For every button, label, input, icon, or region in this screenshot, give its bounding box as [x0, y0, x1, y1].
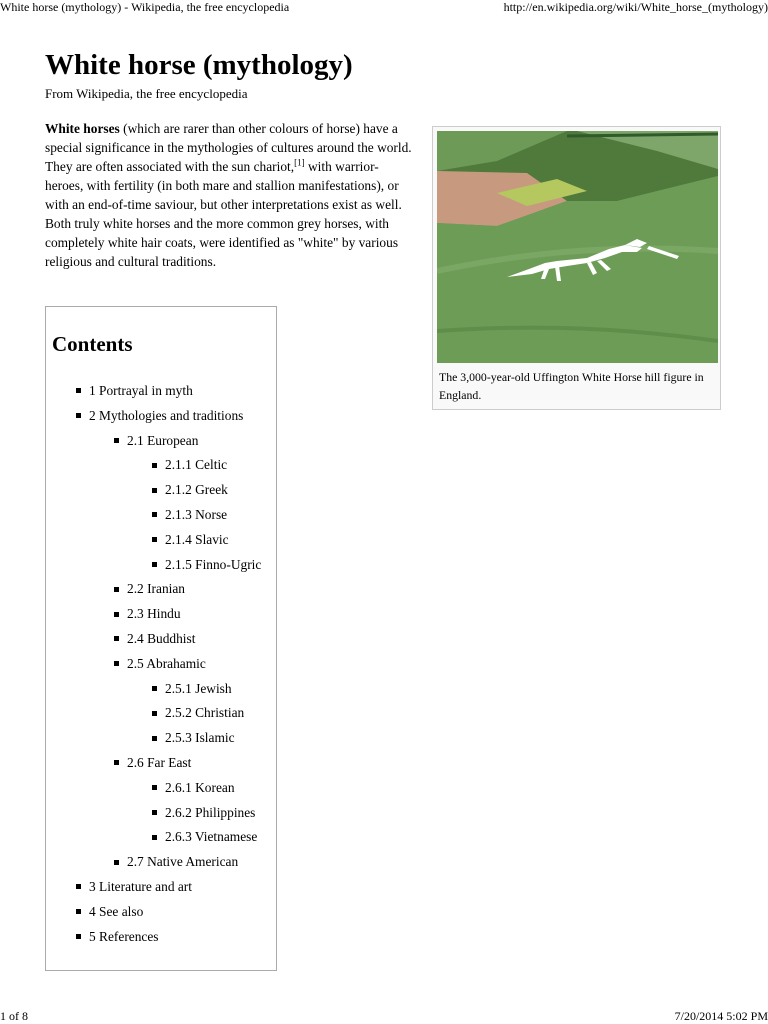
bullet-icon [152, 512, 157, 517]
toc-item[interactable] [114, 431, 198, 450]
article-title: White horse (mythology) [45, 49, 353, 81]
toc-title: Contents [52, 332, 133, 356]
toc-item[interactable] [152, 827, 257, 846]
bullet-icon [152, 537, 157, 542]
intro-bold-term: White horses [45, 121, 120, 136]
toc-item-label[interactable]: 2.4 Buddhist [127, 631, 196, 646]
toc-item[interactable] [152, 703, 244, 722]
bullet-icon [114, 612, 119, 617]
bullet-icon [152, 736, 157, 741]
page-url[interactable]: http://en.wikipedia.org/wiki/White_horse_(mythology) [503, 0, 768, 14]
image-thumbnail [432, 126, 721, 410]
toc-item-label[interactable]: 2 Mythologies and traditions [89, 407, 244, 423]
toc-item[interactable] [152, 555, 261, 574]
toc-item[interactable] [76, 381, 193, 400]
bullet-icon [76, 934, 81, 939]
toc-item[interactable] [152, 679, 232, 698]
bullet-icon [152, 810, 157, 815]
toc-item-label[interactable]: 2.1.5 Finno-Ugric [165, 556, 262, 572]
toc-item[interactable] [152, 530, 229, 549]
toc-item[interactable] [152, 728, 235, 747]
bullet-icon [114, 860, 119, 865]
bullet-icon [114, 587, 119, 592]
intro-paragraph [45, 119, 413, 271]
table-of-contents [45, 306, 277, 971]
bullet-icon [114, 636, 119, 641]
bullet-icon [114, 438, 119, 443]
toc-item[interactable] [114, 852, 238, 871]
toc-item[interactable] [152, 505, 227, 524]
toc-item[interactable] [114, 654, 206, 673]
toc-item-label[interactable]: 2.6.2 Philippines [165, 804, 256, 820]
toc-item-label[interactable]: 2.5.2 Christian [165, 705, 245, 721]
intro-text-1: (which are rarer than other colours of horse) have a special significance in the mythologies of cultures around the world. They are often associated with the sun chariot, [45, 121, 412, 174]
toc-item[interactable] [114, 753, 191, 772]
article-subtitle: From Wikipedia, the free encyclopedia [45, 86, 248, 101]
browser-page-title: White horse (mythology) - Wikipedia, the free encyclopedia [0, 0, 290, 14]
toc-item[interactable] [152, 455, 227, 474]
toc-item-label[interactable]: 2.1.4 Slavic [165, 531, 229, 547]
toc-item[interactable] [114, 629, 195, 648]
toc-item[interactable] [152, 480, 228, 499]
toc-item-label[interactable]: 2.1.2 Greek [165, 482, 228, 498]
bullet-icon [76, 909, 81, 914]
print-datetime: 7/20/2014 5:02 PM [674, 1009, 768, 1023]
toc-item-label[interactable]: 2.2 Iranian [127, 581, 186, 597]
toc-item-label[interactable]: 2.5.3 Islamic [165, 730, 235, 746]
toc-item-label[interactable]: 2.6.1 Korean [165, 779, 235, 795]
toc-item-label[interactable]: 2.5.1 Jewish [165, 680, 232, 696]
toc-item-label[interactable]: 2.3 Hindu [127, 606, 181, 622]
bullet-icon [152, 488, 157, 493]
toc-item[interactable] [114, 604, 181, 623]
toc-item-label[interactable]: 3 Literature and art [89, 879, 192, 894]
toc-item[interactable] [76, 927, 159, 946]
bullet-icon [76, 884, 81, 889]
toc-item-label[interactable]: 2.7 Native American [127, 854, 239, 870]
toc-item-label[interactable]: 2.1 European [127, 432, 199, 448]
bullet-icon [114, 661, 119, 666]
bullet-icon [114, 760, 119, 765]
toc-item-label[interactable]: 5 References [89, 928, 159, 944]
bullet-icon [152, 835, 157, 840]
bullet-icon [76, 413, 81, 418]
toc-item[interactable] [152, 803, 255, 822]
bullet-icon [76, 388, 81, 393]
toc-item[interactable] [114, 579, 185, 598]
toc-item-label[interactable]: 2.6 Far East [127, 755, 192, 770]
toc-item-label[interactable]: 2.6.3 Vietnamese [165, 829, 258, 845]
bullet-icon [152, 686, 157, 691]
uffington-white-horse-photo[interactable] [437, 131, 718, 363]
bullet-icon [152, 785, 157, 790]
bullet-icon [152, 562, 157, 567]
bullet-icon [152, 463, 157, 468]
page-number: 1 of 8 [0, 1009, 28, 1023]
toc-item-label[interactable]: 2.1.3 Norse [165, 507, 228, 522]
image-caption: The 3,000-year-old Uffington White Horse hill figure in England. [439, 370, 704, 402]
toc-item-label[interactable]: 2.5 Abrahamic [127, 655, 206, 671]
citation-link[interactable]: [1] [294, 157, 305, 168]
intro-text-2: with warrior-heroes, with fertility (in both mare and stallion manifestations), or with an end-of-time saviour, but other interpretations exist as well. Both truly white horses and the more common grey horses, with completely white hair coats, were identified as "white" by various religious and cultural traditions. [45, 159, 402, 269]
bullet-icon [152, 711, 157, 716]
toc-item-label[interactable]: 4 See also [89, 903, 144, 919]
toc-item[interactable] [152, 778, 235, 797]
toc-item-label[interactable]: 1 Portrayal in myth [89, 383, 193, 398]
toc-item[interactable] [76, 902, 143, 921]
toc-item[interactable] [76, 877, 192, 896]
toc-item-label[interactable]: 2.1.1 Celtic [165, 457, 228, 473]
toc-item[interactable] [76, 406, 243, 425]
